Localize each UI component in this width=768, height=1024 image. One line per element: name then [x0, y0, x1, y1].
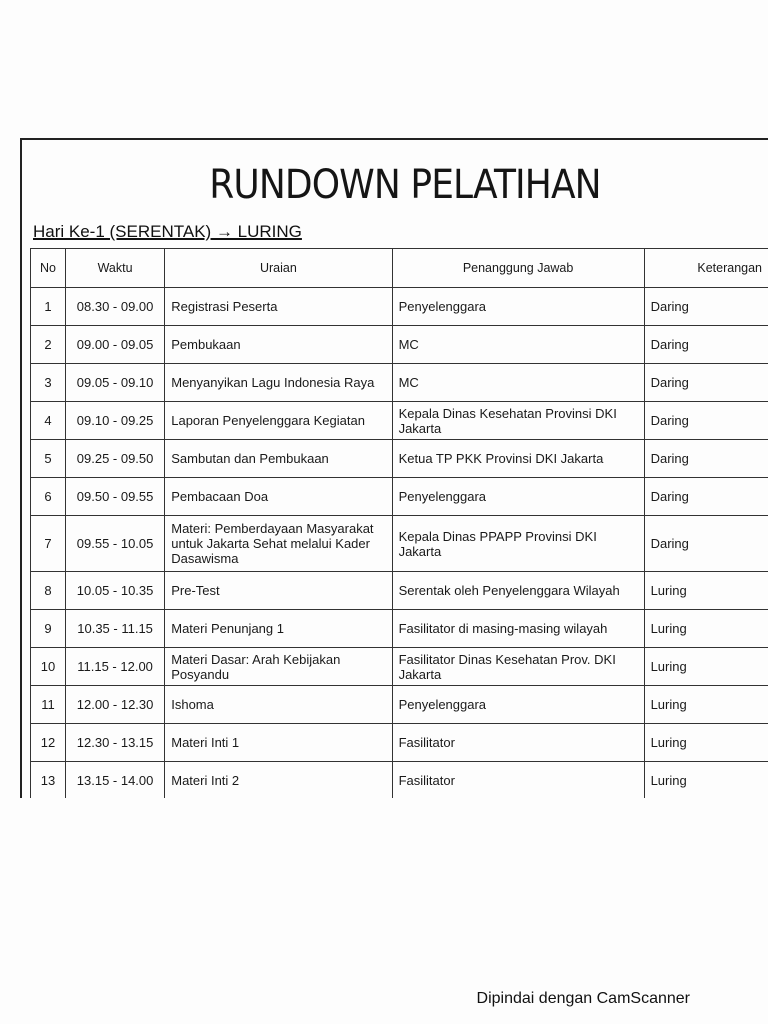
- cell-no: 1: [31, 288, 66, 326]
- cell-person-in-charge: Fasilitator di masing-masing wilayah: [392, 610, 644, 648]
- cell-person-in-charge: Fasilitator: [392, 762, 644, 800]
- cell-notes: Luring: [644, 572, 768, 610]
- cell-time: 08.30 - 09.00: [65, 288, 164, 326]
- cell-time: 09.00 - 09.05: [65, 326, 164, 364]
- cell-no: 13: [31, 762, 66, 800]
- cell-notes: Luring: [644, 686, 768, 724]
- cell-person-in-charge: Penyelenggara: [392, 686, 644, 724]
- cell-notes: Daring: [644, 440, 768, 478]
- table-row: [31, 516, 768, 572]
- day-subtitle: Hari Ke-1 (SERENTAK) → LURING: [33, 222, 302, 241]
- cell-no: 7: [31, 516, 66, 572]
- cell-time: 11.15 - 12.00: [65, 648, 164, 686]
- cell-no: 8: [31, 572, 66, 610]
- cell-person-in-charge: Kepala Dinas Kesehatan Provinsi DKI Jakarta: [392, 402, 644, 440]
- table-row: [31, 762, 768, 800]
- cell-no: 4: [31, 402, 66, 440]
- table-row: [31, 572, 768, 610]
- table-body: [31, 288, 768, 800]
- table-row: [31, 326, 768, 364]
- cell-notes: Daring: [644, 288, 768, 326]
- cell-no: 6: [31, 478, 66, 516]
- cell-description: Materi Inti 2: [165, 762, 392, 800]
- cell-time: 10.35 - 11.15: [65, 610, 164, 648]
- cell-time: 13.15 - 14.00: [65, 762, 164, 800]
- cell-time: 09.10 - 09.25: [65, 402, 164, 440]
- cell-description: Registrasi Peserta: [165, 288, 392, 326]
- cell-no: 2: [31, 326, 66, 364]
- cell-person-in-charge: Penyelenggara: [392, 478, 644, 516]
- cell-person-in-charge: Fasilitator Dinas Kesehatan Prov. DKI Jakarta: [392, 648, 644, 686]
- cell-person-in-charge: MC: [392, 364, 644, 402]
- table-row: [31, 686, 768, 724]
- cell-notes: Luring: [644, 762, 768, 800]
- cell-no: 3: [31, 364, 66, 402]
- cell-no: 5: [31, 440, 66, 478]
- cell-time: 12.00 - 12.30: [65, 686, 164, 724]
- cell-description: Ishoma: [165, 686, 392, 724]
- cell-notes: Daring: [644, 364, 768, 402]
- cell-description: Materi: Pemberdayaan Masyarakat untuk Jakarta Sehat melalui Kader Dasawisma: [165, 516, 392, 572]
- scanner-watermark: Dipindai dengan CamScanner: [476, 990, 690, 1007]
- rundown-table: [30, 248, 768, 800]
- header-description: Uraian: [165, 249, 392, 288]
- cell-person-in-charge: Fasilitator: [392, 724, 644, 762]
- cell-notes: Daring: [644, 402, 768, 440]
- header-time: Waktu: [65, 249, 164, 288]
- cell-no: 9: [31, 610, 66, 648]
- cell-notes: Luring: [644, 648, 768, 686]
- cell-person-in-charge: Serentak oleh Penyelenggara Wilayah: [392, 572, 644, 610]
- cell-notes: Luring: [644, 724, 768, 762]
- cell-no: 11: [31, 686, 66, 724]
- document-title: RUNDOWN PELATIHAN: [209, 162, 601, 208]
- cell-time: 09.55 - 10.05: [65, 516, 164, 572]
- cell-description: Pembacaan Doa: [165, 478, 392, 516]
- cell-notes: Daring: [644, 326, 768, 364]
- table-row: [31, 724, 768, 762]
- cell-description: Pembukaan: [165, 326, 392, 364]
- cell-description: Laporan Penyelenggara Kegiatan: [165, 402, 392, 440]
- cell-notes: Daring: [644, 516, 768, 572]
- table-header-row: [31, 249, 768, 288]
- header-person-in-charge: Penanggung Jawab: [392, 249, 644, 288]
- cell-person-in-charge: Kepala Dinas PPAPP Provinsi DKI Jakarta: [392, 516, 644, 572]
- cell-person-in-charge: Penyelenggara: [392, 288, 644, 326]
- cell-description: Materi Dasar: Arah Kebijakan Posyandu: [165, 648, 392, 686]
- cell-time: 09.25 - 09.50: [65, 440, 164, 478]
- cell-description: Menyanyikan Lagu Indonesia Raya: [165, 364, 392, 402]
- cell-time: 12.30 - 13.15: [65, 724, 164, 762]
- cell-no: 10: [31, 648, 66, 686]
- table-row: [31, 402, 768, 440]
- cell-notes: Luring: [644, 610, 768, 648]
- table-row: [31, 440, 768, 478]
- cell-person-in-charge: MC: [392, 326, 644, 364]
- cell-time: 10.05 - 10.35: [65, 572, 164, 610]
- header-no: No: [31, 249, 66, 288]
- cell-description: Materi Inti 1: [165, 724, 392, 762]
- cell-description: Materi Penunjang 1: [165, 610, 392, 648]
- table-row: [31, 610, 768, 648]
- cell-notes: Daring: [644, 478, 768, 516]
- cell-time: 09.50 - 09.55: [65, 478, 164, 516]
- table-row: [31, 478, 768, 516]
- cell-person-in-charge: Ketua TP PKK Provinsi DKI Jakarta: [392, 440, 644, 478]
- cell-description: Sambutan dan Pembukaan: [165, 440, 392, 478]
- cell-time: 09.05 - 09.10: [65, 364, 164, 402]
- table-row: [31, 288, 768, 326]
- cell-description: Pre-Test: [165, 572, 392, 610]
- cell-no: 12: [31, 724, 66, 762]
- header-notes: Keterangan: [644, 249, 768, 288]
- table-row: [31, 364, 768, 402]
- table-row: [31, 648, 768, 686]
